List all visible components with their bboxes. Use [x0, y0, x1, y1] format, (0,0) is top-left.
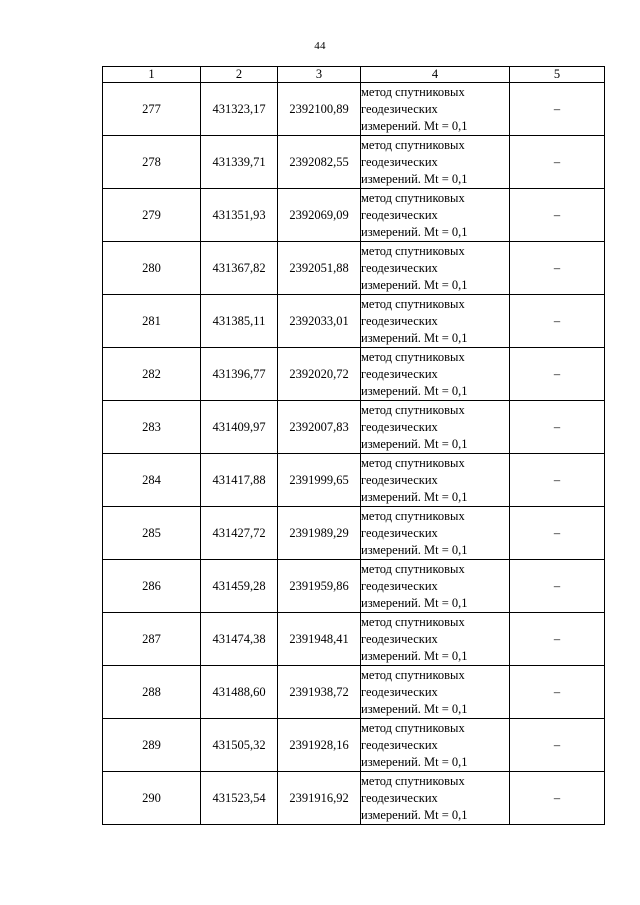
table-row [103, 454, 605, 507]
point-number: 283 [103, 401, 201, 454]
coordinate-x: 431367,82 [201, 242, 278, 295]
coordinate-y: 2392100,89 [278, 83, 361, 136]
method-line-1: метод спутниковых [361, 137, 465, 152]
coordinate-y: 2392020,72 [278, 348, 361, 401]
column-header-3: 3 [278, 67, 361, 83]
column-header-2: 2 [201, 67, 278, 83]
coordinate-x: 431351,93 [201, 189, 278, 242]
note-cell: – [510, 560, 605, 613]
coordinate-x: 431427,72 [201, 507, 278, 560]
note-cell: – [510, 83, 605, 136]
table-row [103, 189, 605, 242]
coordinate-y: 2392033,01 [278, 295, 361, 348]
coordinate-x: 431417,88 [201, 454, 278, 507]
method-line-1: метод спутниковых [361, 190, 465, 205]
method-cell [361, 719, 510, 772]
method-line-2: геодезических [361, 525, 438, 540]
coordinate-y: 2392051,88 [278, 242, 361, 295]
method-cell [361, 772, 510, 825]
method-line-1: метод спутниковых [361, 455, 465, 470]
method-line-3: измерений. Mt = 0,1 [361, 224, 468, 239]
note-cell: – [510, 772, 605, 825]
method-line-1: метод спутниковых [361, 720, 465, 735]
method-cell [361, 507, 510, 560]
note-cell: – [510, 507, 605, 560]
method-cell [361, 83, 510, 136]
coordinate-y: 2392007,83 [278, 401, 361, 454]
coordinate-x: 431339,71 [201, 136, 278, 189]
note-cell: – [510, 613, 605, 666]
point-number: 278 [103, 136, 201, 189]
note-cell: – [510, 348, 605, 401]
note-cell: – [510, 401, 605, 454]
point-number: 280 [103, 242, 201, 295]
method-line-2: геодезических [361, 737, 438, 752]
point-number: 286 [103, 560, 201, 613]
method-line-2: геодезических [361, 684, 438, 699]
coordinate-y: 2392069,09 [278, 189, 361, 242]
method-line-3: измерений. Mt = 0,1 [361, 330, 468, 345]
table-row [103, 295, 605, 348]
header-row [103, 67, 605, 83]
method-line-2: геодезических [361, 472, 438, 487]
coordinate-y: 2391916,92 [278, 772, 361, 825]
method-line-3: измерений. Mt = 0,1 [361, 754, 468, 769]
method-line-3: измерений. Mt = 0,1 [361, 648, 468, 663]
point-number: 279 [103, 189, 201, 242]
method-line-2: геодезических [361, 101, 438, 116]
method-line-3: измерений. Mt = 0,1 [361, 436, 468, 451]
coordinate-x: 431459,28 [201, 560, 278, 613]
method-line-3: измерений. Mt = 0,1 [361, 542, 468, 557]
method-line-1: метод спутниковых [361, 667, 465, 682]
method-line-2: геодезических [361, 631, 438, 646]
method-line-2: геодезических [361, 419, 438, 434]
method-line-2: геодезических [361, 790, 438, 805]
note-cell: – [510, 295, 605, 348]
method-cell [361, 189, 510, 242]
method-line-1: метод спутниковых [361, 349, 465, 364]
method-line-2: геодезических [361, 207, 438, 222]
table-row [103, 242, 605, 295]
method-line-3: измерений. Mt = 0,1 [361, 701, 468, 716]
method-line-1: метод спутниковых [361, 773, 465, 788]
coordinate-x: 431323,17 [201, 83, 278, 136]
method-line-1: метод спутниковых [361, 296, 465, 311]
coordinate-y: 2391938,72 [278, 666, 361, 719]
note-cell: – [510, 454, 605, 507]
method-cell [361, 136, 510, 189]
coordinate-y: 2391999,65 [278, 454, 361, 507]
method-line-3: измерений. Mt = 0,1 [361, 171, 468, 186]
table-header [103, 67, 605, 83]
method-line-2: геодезических [361, 366, 438, 381]
method-line-3: измерений. Mt = 0,1 [361, 807, 468, 822]
coordinate-y: 2391928,16 [278, 719, 361, 772]
note-cell: – [510, 242, 605, 295]
point-number: 287 [103, 613, 201, 666]
method-line-3: измерений. Mt = 0,1 [361, 383, 468, 398]
method-line-1: метод спутниковых [361, 561, 465, 576]
coordinate-x: 431488,60 [201, 666, 278, 719]
method-line-1: метод спутниковых [361, 84, 465, 99]
coordinate-x: 431385,11 [201, 295, 278, 348]
method-line-3: измерений. Mt = 0,1 [361, 277, 468, 292]
table-row [103, 666, 605, 719]
table-row [103, 83, 605, 136]
method-line-2: геодезических [361, 154, 438, 169]
method-line-1: метод спутниковых [361, 614, 465, 629]
method-line-3: измерений. Mt = 0,1 [361, 489, 468, 504]
table-body [103, 83, 605, 825]
note-cell: – [510, 189, 605, 242]
point-number: 281 [103, 295, 201, 348]
coordinate-x: 431396,77 [201, 348, 278, 401]
column-header-4: 4 [361, 67, 510, 83]
coordinate-x: 431505,32 [201, 719, 278, 772]
note-cell: – [510, 666, 605, 719]
method-cell [361, 560, 510, 613]
point-number: 288 [103, 666, 201, 719]
point-number: 277 [103, 83, 201, 136]
method-cell [361, 242, 510, 295]
method-cell [361, 401, 510, 454]
point-number: 289 [103, 719, 201, 772]
point-number: 284 [103, 454, 201, 507]
table-row [103, 772, 605, 825]
coordinates-table [102, 66, 605, 825]
page-number: 44 [314, 40, 326, 52]
point-number: 285 [103, 507, 201, 560]
coordinate-y: 2391959,86 [278, 560, 361, 613]
method-line-2: геодезических [361, 260, 438, 275]
table-row [103, 401, 605, 454]
column-header-1: 1 [103, 67, 201, 83]
method-cell [361, 613, 510, 666]
coordinate-y: 2391948,41 [278, 613, 361, 666]
table-row [103, 348, 605, 401]
table-row [103, 136, 605, 189]
method-line-2: геодезических [361, 578, 438, 593]
method-cell [361, 348, 510, 401]
table-row [103, 560, 605, 613]
coordinate-y: 2392082,55 [278, 136, 361, 189]
note-cell: – [510, 136, 605, 189]
method-line-3: измерений. Mt = 0,1 [361, 118, 468, 133]
method-line-3: измерений. Mt = 0,1 [361, 595, 468, 610]
method-cell [361, 666, 510, 719]
point-number: 290 [103, 772, 201, 825]
coordinate-x: 431409,97 [201, 401, 278, 454]
note-cell: – [510, 719, 605, 772]
method-line-1: метод спутниковых [361, 508, 465, 523]
coordinate-x: 431474,38 [201, 613, 278, 666]
method-cell [361, 454, 510, 507]
method-line-1: метод спутниковых [361, 243, 465, 258]
table-row [103, 719, 605, 772]
coordinate-x: 431523,54 [201, 772, 278, 825]
point-number: 282 [103, 348, 201, 401]
method-line-2: геодезических [361, 313, 438, 328]
table-row [103, 613, 605, 666]
table-row [103, 507, 605, 560]
method-line-1: метод спутниковых [361, 402, 465, 417]
coordinate-y: 2391989,29 [278, 507, 361, 560]
method-cell [361, 295, 510, 348]
column-header-5: 5 [510, 67, 605, 83]
